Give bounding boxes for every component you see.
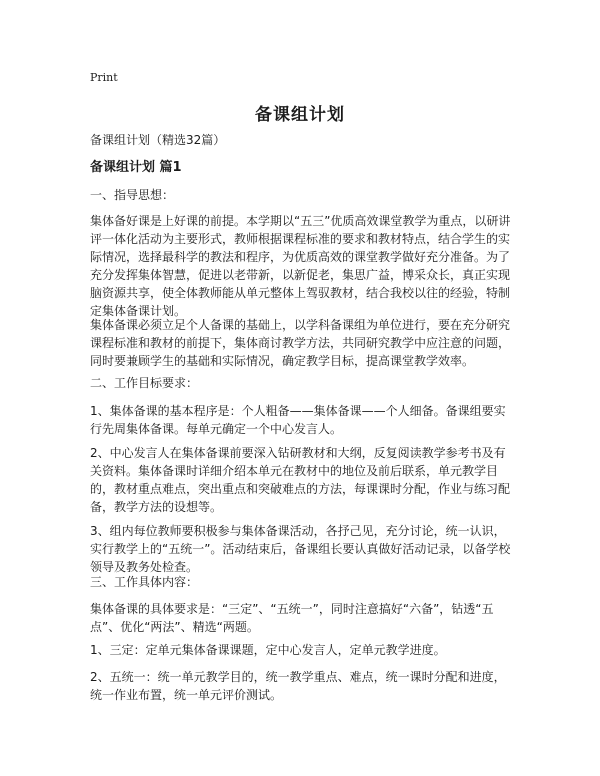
page-title: 备课组计划 — [255, 105, 345, 125]
paragraph-content-heading: 三、工作具体内容： — [90, 575, 199, 589]
section-heading: 备课组计划 篇1 — [90, 160, 182, 175]
paragraph-guiding-body: 集体备好课是上好课的前提。本学期以“五三”优质高效课堂教学为重点，以研讲评一体化活动为主要形式，教师根据课程标准的要求和教材特点，结合学生的实际情况，选择最科学的教法和程序，为优质高效的课堂教学做好充分准备。为了充分发挥集体智慧，促进以老带新，以新促老，集思广益，博采众长，真正实现脑资源共享，使全体教师能从单元整体上驾驭教材，结合我校以往的经验，特制定集体备课计划。 — [90, 214, 511, 318]
paragraph-goal-2: 2、中心发言人在集体备课前要深入钻研教材和大纲，反复阅读教学参考书及有关资料。集体备课时详细介绍本单元在教材中的地位及前后联系，单元教学目的，教材重点难点，突出重点和突破难点的方法，每课课时分配，作业与练习配备，教学方法的设想等。 — [90, 446, 511, 514]
paragraph-goals-heading: 二、工作目标要求： — [90, 376, 199, 390]
document-subtitle: 备课组计划（精选32篇） — [90, 133, 226, 147]
paragraph-goal-1: 1、集体备课的基本程序是：个人粗备——集体备课——个人细备。备课组要实行先周集体备课。每单元确定一个中心发言人。 — [90, 404, 506, 436]
paragraph-content-requirements: 集体备课的具体要求是：“三定”、“五统一”，同时注意搞好“六备”，钻透“五点”、优化“两法”、精选“两题。 — [90, 602, 494, 634]
print-link[interactable]: Print — [90, 71, 118, 84]
paragraph-three-decisions: 1、三定：定单元集体备课课题，定中心发言人，定单元教学进度。 — [90, 643, 446, 657]
paragraph-guiding-heading: 一、指导思想： — [90, 188, 175, 202]
paragraph-goal-3: 3、组内每位教师要积极参与集体备课活动，各抒己见，充分讨论，统一认识，实行教学上的“五统一”。活动结束后，备课组长要认真做好活动记录，以备学校领导及教务处检查。 — [90, 524, 511, 574]
paragraph-collective-basis: 集体备课必须立足个人备课的基础上，以学科备课组为单位进行，要在充分研究课程标准和教材的前提下，集体商讨教学方法，共同研究教学中应注意的问题，同时要兼顾学生的基础和实际情况，确定教学目标，提高课堂教学效率。 — [90, 318, 511, 368]
paragraph-five-unities: 2、五统一：统一单元教学目的，统一教学重点、难点，统一课时分配和进度，统一作业布置，统一单元评价测试。 — [90, 670, 506, 702]
